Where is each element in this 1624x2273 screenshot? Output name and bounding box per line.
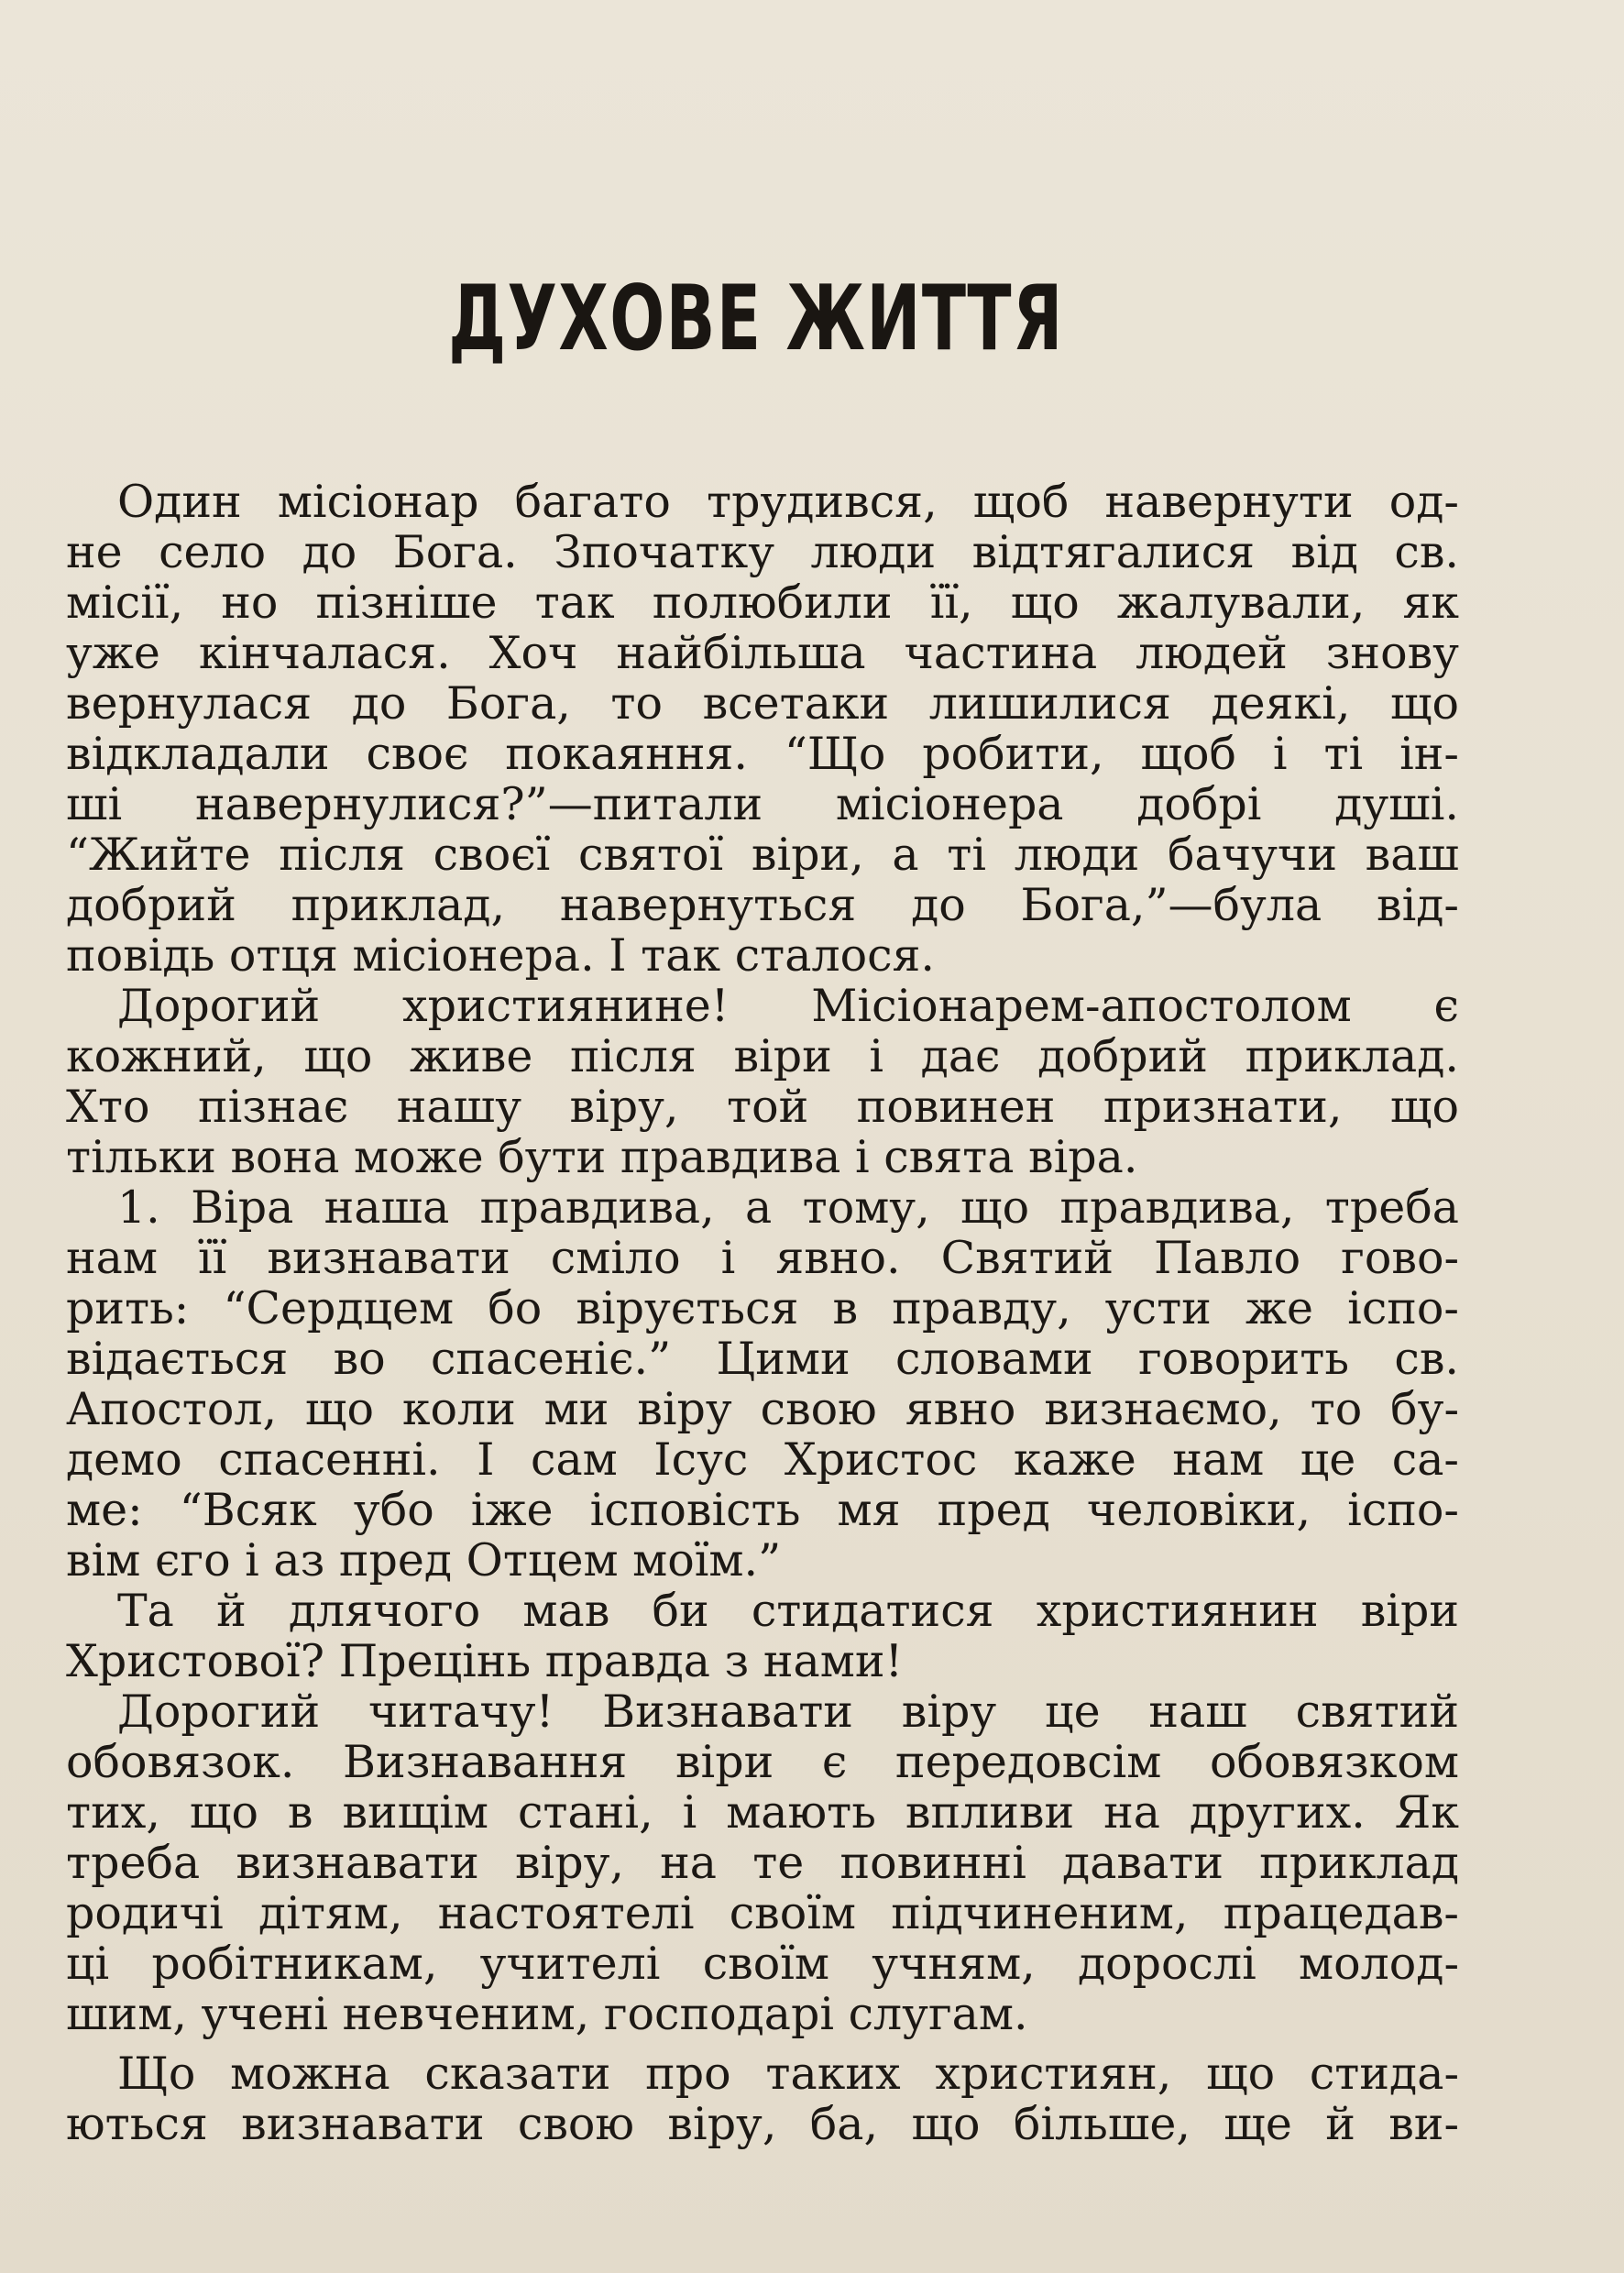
paragraph-gap (66, 2039, 1459, 2048)
text-line: ші навернулися?”—питали місіонера добрі душі. (66, 779, 1459, 829)
text-line: Та й длячого мав би стидатися християнин віри (117, 1586, 1459, 1636)
paragraph (66, 1686, 1459, 2039)
text-line: вім єго і аз пред Отцем моїм.” (66, 1535, 782, 1586)
paragraph (66, 477, 1459, 981)
text-line: ме: “Всяк убо іже ісповість мя пред человіки, іспо- (66, 1485, 1459, 1535)
paragraph (66, 2048, 1459, 2149)
text-line: місії, но пізніше так полюбили її, що жалували, як (66, 577, 1459, 628)
paragraph (66, 1182, 1459, 1586)
paragraph (66, 1586, 1459, 1686)
text-line: Дорогий читачу! Визнавати віру це наш святий (117, 1686, 1459, 1737)
text-line: родичі дітям, настоятелі своїм підчиненим, працедав- (66, 1888, 1459, 1938)
paragraph (66, 981, 1459, 1182)
text-line: шим, учені невченим, господарі слугам. (66, 1989, 1028, 2039)
text-line: нам її визнавати сміло і явно. Святий Павло гово- (66, 1233, 1459, 1283)
text-line: Один місіонар багато трудився, щоб навернути од- (117, 477, 1459, 527)
text-line: обовязок. Визнавання віри є передовсім обовязком (66, 1737, 1459, 1787)
text-line: ці робітникам, учителі своїм учням, дорослі молод- (66, 1938, 1459, 1989)
text-line: повідь отця місіонера. І так сталося. (66, 930, 936, 981)
text-line: Що можна сказати про таких християн, що стида- (117, 2048, 1459, 2099)
text-line: ються визнавати свою віру, ба, що більше, ще й ви- (66, 2099, 1459, 2149)
text-line: Дорогий християнине! Місіонарем-апостолом є (117, 981, 1459, 1031)
text-line: кожний, що живе після віри і дає добрий приклад. (66, 1031, 1459, 1082)
text-line: “Жийте після своєї святої віри, а ті люди бачучи ваш (66, 829, 1459, 880)
text-line: рить: “Сердцем бо вірується в правду, усти же іспо- (66, 1283, 1459, 1334)
text-line: Апостол, що коли ми віру свою явно визнаємо, то бу- (66, 1384, 1459, 1434)
text-line: не село до Бога. Зпочатку люди відтягалися від св. (66, 527, 1459, 577)
text-line: 1. Віра наша правдива, а тому, що правдива, треба (117, 1182, 1459, 1233)
page-title: ДУХОВЕ ЖИТТЯ (448, 267, 1064, 371)
text-line: вернулася до Бога, то всетаки лишилися деякі, що (66, 678, 1459, 729)
text-line: відкладали своє покаяння. “Що робити, щоб і ті ін- (66, 729, 1459, 779)
text-line: треба визнавати віру, на те повинні давати приклад (66, 1838, 1459, 1888)
text-line: відається во спасеніє.” Цими словами говорить св. (66, 1334, 1459, 1384)
text-line: уже кінчалася. Хоч найбільша частина людей знову (66, 628, 1459, 678)
body-text (66, 477, 1459, 2149)
text-line: Хто пізнає нашу віру, той повинен признати, що (66, 1082, 1459, 1132)
text-line: добрий приклад, навернуться до Бога,”—була від- (66, 880, 1459, 930)
text-line: Христової? Прецінь правда з нами! (66, 1636, 904, 1686)
text-line: тих, що в вищім стані, і мають впливи на других. Як (66, 1787, 1459, 1838)
text-line: тільки вона може бути правдива і свята віра. (66, 1132, 1138, 1182)
text-line: демо спасенні. І сам Ісус Христос каже нам це са- (66, 1434, 1459, 1485)
